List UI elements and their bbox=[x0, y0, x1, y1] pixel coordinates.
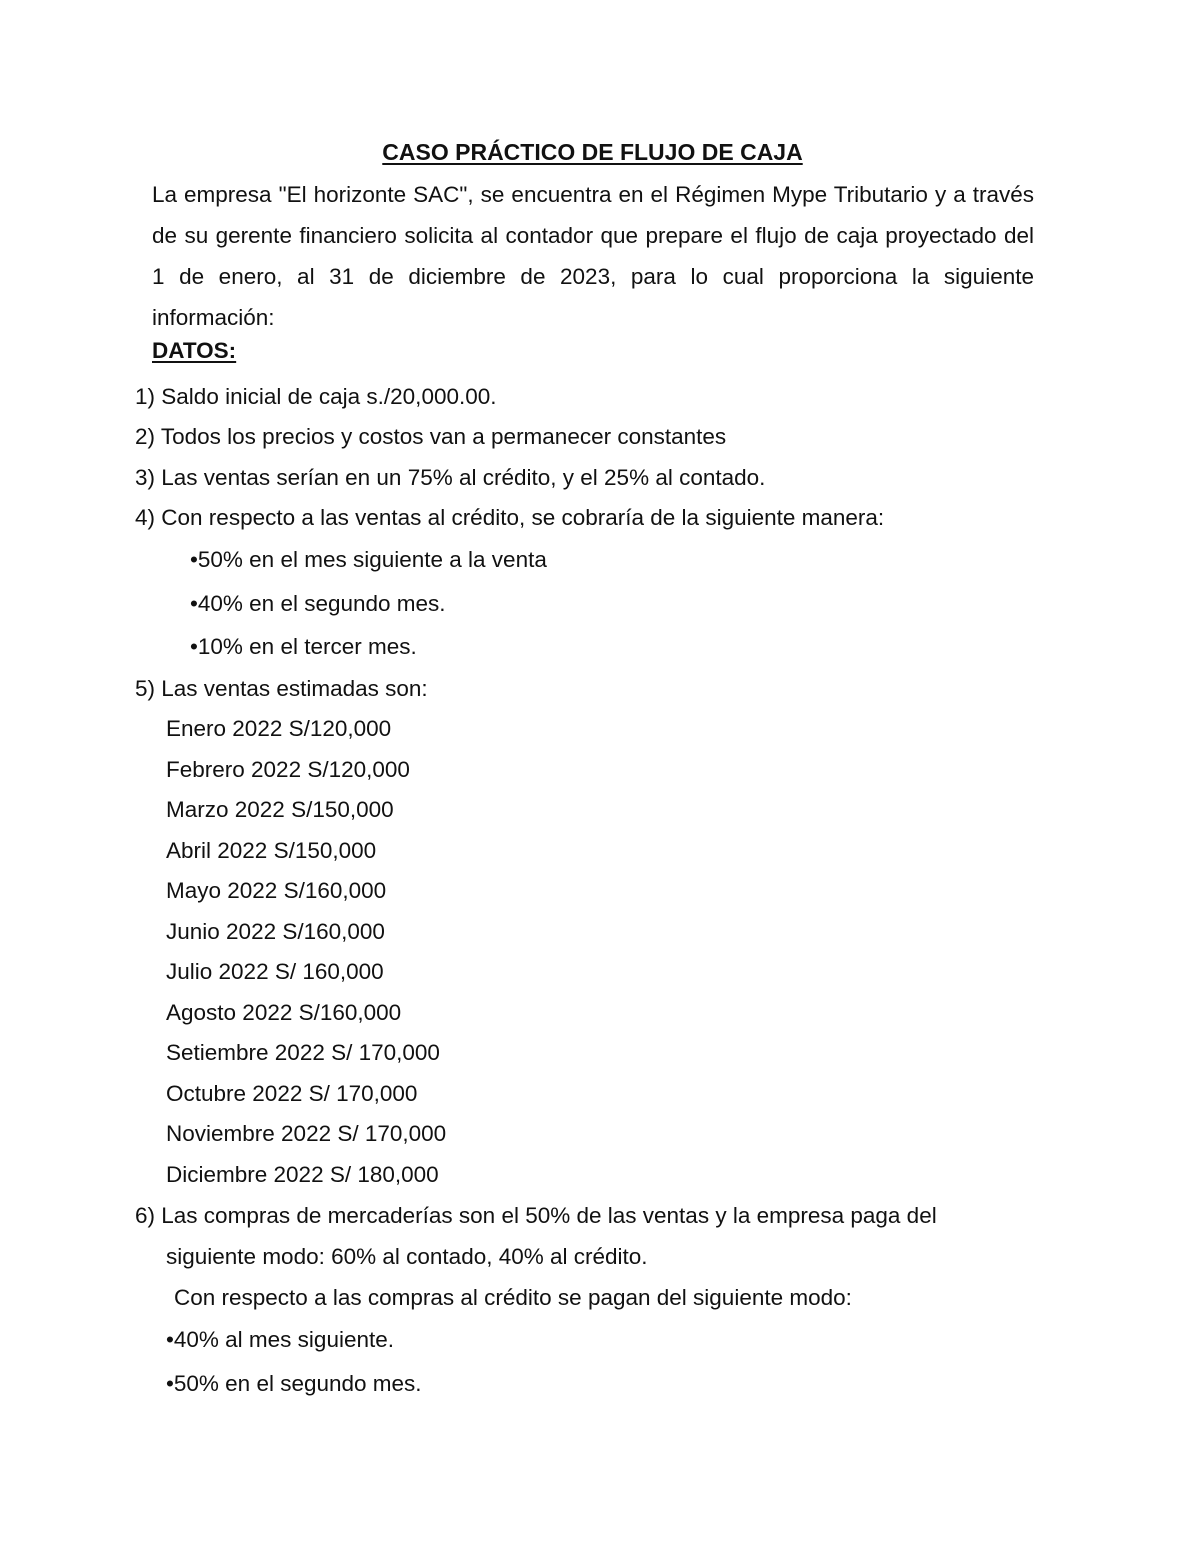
item-number: 3) bbox=[135, 465, 156, 490]
sales-month-line: Diciembre 2022 S/ 180,000 bbox=[166, 1162, 439, 1187]
list-item bbox=[135, 503, 884, 533]
sales-month-line: Octubre 2022 S/ 170,000 bbox=[166, 1081, 418, 1106]
list-item bbox=[135, 422, 726, 452]
bullet-item: •40% en el segundo mes. bbox=[190, 591, 446, 616]
bullet-item: •50% en el segundo mes. bbox=[166, 1371, 422, 1396]
list-item bbox=[135, 382, 497, 412]
bullet-item: •50% en el mes siguiente a la venta bbox=[190, 547, 547, 572]
item-text: Las ventas serían en un 75% al crédito, y el 25% al contado. bbox=[161, 465, 766, 490]
document-title: CASO PRÁCTICO DE FLUJO DE CAJA bbox=[382, 139, 803, 165]
sales-month-line: Abril 2022 S/150,000 bbox=[166, 838, 377, 863]
sales-month-line: Setiembre 2022 S/ 170,000 bbox=[166, 1040, 440, 1065]
item-text-continuation: siguiente modo: 60% al contado, 40% al crédito. bbox=[166, 1244, 648, 1269]
item-number: 4) bbox=[135, 505, 156, 530]
intro-paragraph: La empresa "El horizonte SAC", se encuentra en el Régimen Mype Tributario y a través de su gerente financiero solicita al contador que prepare el flujo de caja proyectado del 1 de enero, al 31 de diciembre de 2023, para lo cual proporciona la siguiente información: bbox=[152, 182, 1034, 330]
sales-month-line: Febrero 2022 S/120,000 bbox=[166, 757, 410, 782]
item-text: Las compras de mercaderías son el 50% de las ventas y la empresa paga del bbox=[161, 1203, 937, 1228]
sales-month-line: Agosto 2022 S/160,000 bbox=[166, 1000, 402, 1025]
item-text: Todos los precios y costos van a permanecer constantes bbox=[160, 424, 727, 449]
item-number: 5) bbox=[135, 676, 156, 701]
bullet-item: •40% al mes siguiente. bbox=[166, 1327, 394, 1352]
sales-month-line: Julio 2022 S/ 160,000 bbox=[166, 959, 384, 984]
sales-month-line: Marzo 2022 S/150,000 bbox=[166, 797, 394, 822]
item-number: 2) bbox=[135, 424, 156, 449]
list-item bbox=[135, 463, 765, 493]
item-number: 6) bbox=[135, 1203, 156, 1228]
item-text: Saldo inicial de caja s./20,000.00. bbox=[161, 384, 497, 409]
item-number: 1) bbox=[135, 384, 156, 409]
bullet-item: •10% en el tercer mes. bbox=[190, 634, 417, 659]
sales-month-line: Noviembre 2022 S/ 170,000 bbox=[166, 1121, 447, 1146]
datos-heading: DATOS: bbox=[152, 338, 237, 363]
list-item bbox=[135, 674, 428, 704]
item-text: Con respecto a las ventas al crédito, se cobraría de la siguiente manera: bbox=[161, 505, 885, 530]
list-item bbox=[135, 1201, 937, 1231]
purchases-intro: Con respecto a las compras al crédito se pagan del siguiente modo: bbox=[174, 1285, 852, 1310]
sales-month-line: Junio 2022 S/160,000 bbox=[166, 919, 385, 944]
item-text: Las ventas estimadas son: bbox=[161, 676, 428, 701]
sales-month-line: Enero 2022 S/120,000 bbox=[166, 716, 392, 741]
sales-month-line: Mayo 2022 S/160,000 bbox=[166, 878, 387, 903]
